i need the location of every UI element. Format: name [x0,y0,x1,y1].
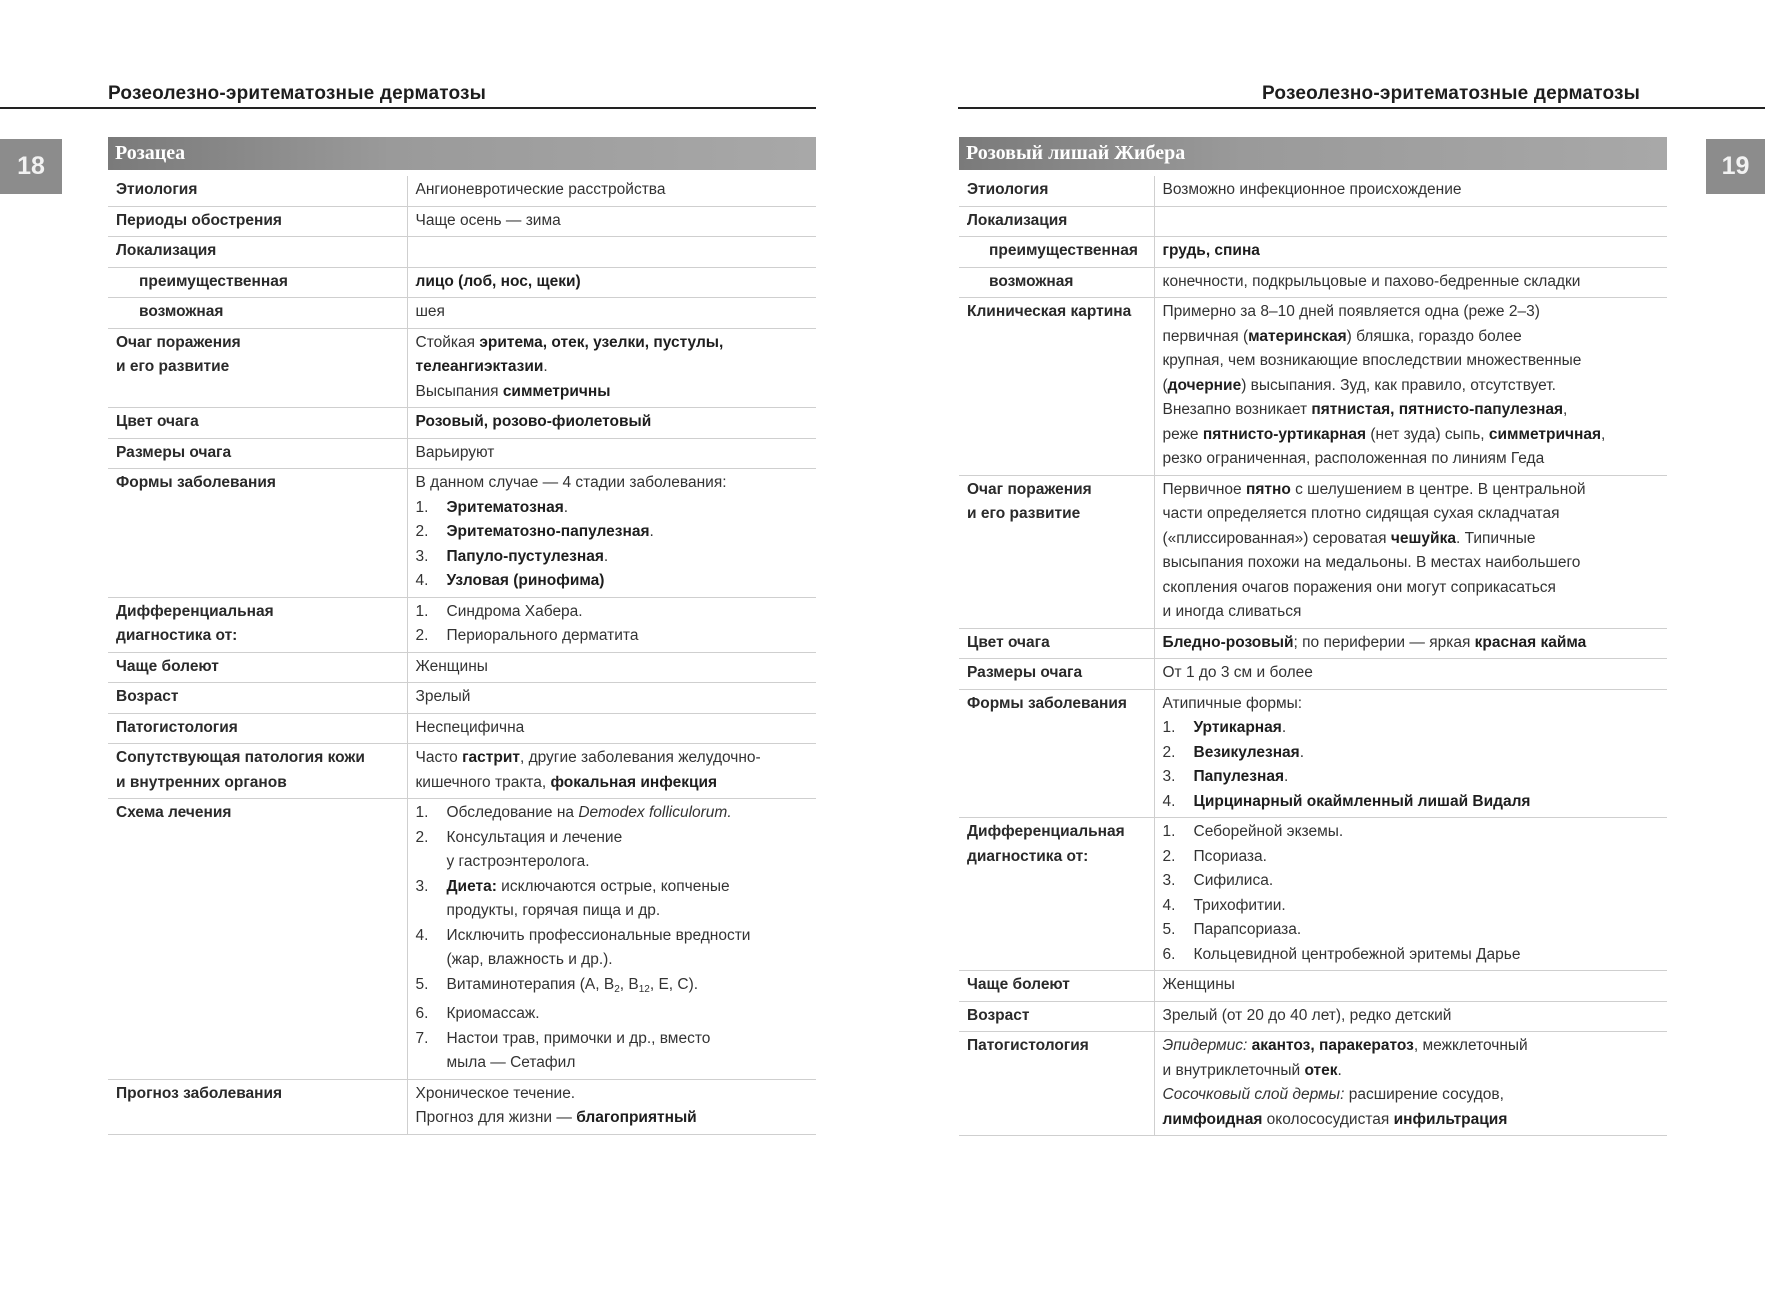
table-row [959,267,1667,298]
table-row [959,818,1667,971]
row-label: Возраст [959,1001,1154,1032]
row-value: Женщины [407,652,816,683]
page-number: 18 [0,139,62,194]
list-item: 4. Цирцинарный окаймленный лишай Видаля [1162,792,1531,810]
table-row [108,744,816,799]
list-item: 6. Кольцевидной центробежной эритемы Дарье [1162,945,1521,963]
row-value: шея [407,298,816,329]
row-label: Размеры очага [959,659,1154,690]
table-row [959,1032,1667,1136]
list-item: 3. Папуло-пустулезная. [415,547,609,565]
list-item: 4. Узловая (ринофима) [415,572,605,589]
table-row [108,328,816,408]
table-row [959,659,1667,690]
row-label: Прогноз заболевания [108,1079,407,1134]
list-item: 3. Сифилиса. [1162,872,1274,889]
row-label: Периоды обострения [108,206,407,237]
table-row [108,176,816,206]
table-row [108,206,816,237]
row-value: Зрелый (от 20 до 40 лет), редко детский [1154,1001,1667,1032]
table-row [108,298,816,329]
list-item: 2. Эритематозно-папулезная. [415,523,654,540]
row-value: конечности, подкрыльцовые и пахово-бедренные складки [1154,267,1667,298]
numbered-list [416,801,809,1076]
row-value: От 1 до 3 см и более [1154,659,1667,690]
table-row [108,683,816,714]
table-row [108,597,816,652]
row-label: Цвет очага [108,408,407,439]
section-title: Розовый лишай Жибера [959,137,1667,170]
row-value: Примерно за 8–10 дней появляется одна (реже 2–3) первичная (материнская) бляшка, гораздо более крупная, чем возникающие впоследствии множественные (дочерние) высыпания. Зуд, как правило, отсутствует. Внезапно возникает пятнистая, пятнисто-папулезная, реже пятнисто-уртикарная (нет зуда) сыпь, симметричная, резко ограниченная, расположенная по линиям Геда [1154,298,1667,476]
table-row [959,628,1667,659]
list-item: 4. Исключить профессиональные вредности (жар, влажность и др.). [415,926,751,968]
table-row [959,206,1667,237]
row-value: грудь, спина [1162,242,1260,259]
table-row [108,799,816,1080]
row-label: преимущественная [959,237,1154,268]
row-value: Стойкая эритема, отек, узелки, пустулы, телеангиэктазии. Высыпания симметричны [407,328,816,408]
row-value: Бледно-розовый; по периферии — яркая красная кайма [1154,628,1667,659]
row-value: Атипичные формы: 1. Уртикарная. 2. Везикулезная. 3. Папулезная. 4. Цирцинарный окаймленный лишай Видаля [1154,689,1667,818]
table-row [108,469,816,598]
row-value: Ангионевротические расстройства [407,176,816,206]
row-label: Этиология [108,176,407,206]
numbered-list [416,600,809,649]
list-item: 5. Витаминотерапия (А, $В_2$, $В_{12}$, Е, С). [415,975,699,995]
table-row [108,1079,816,1134]
list-item: 2. Консультация и лечение у гастроэнтеролога. [415,828,623,870]
row-label: Патогистология [959,1032,1154,1136]
page-number: 19 [1706,139,1765,194]
row-label: Возраст [108,683,407,714]
list-item: 3. Папулезная. [1162,768,1289,785]
list-item: 7. Настои трав, примочки и др., вместо мыла — Сетафил [415,1029,711,1071]
numbered-list [1163,716,1660,814]
row-label: Дифференциальная диагностика от: [959,818,1154,971]
row-label: Чаще болеют [959,971,1154,1002]
list-item: 1. Обследование на Demodex folliculorum. [415,804,732,821]
list-item: 2. Везикулезная. [1162,743,1305,761]
header-rule [0,107,816,109]
running-head: Розеолезно-эритематозные дерматозы [1262,83,1641,104]
row-label: Локализация [959,206,1154,237]
row-label: возможная [959,267,1154,298]
list-item: 4. Трихофитии. [1162,896,1286,914]
table-row [108,438,816,469]
row-label: Локализация [108,237,407,268]
list-item: 1. Уртикарная. [1162,719,1287,736]
row-label: Дифференциальная диагностика от: [108,597,407,652]
list-item: 1. Эритематозная. [415,498,569,516]
row-label: Формы заболевания [959,689,1154,818]
info-table [959,176,1667,1136]
row-value: Варьируют [407,438,816,469]
table-row [108,408,816,439]
table-row [959,237,1667,268]
row-label: Очаг поражения и его развитие [108,328,407,408]
list-item: 3. Диета: исключаются острые, копченые продукты, горячая пища и др. [415,877,730,919]
row-value [407,597,816,652]
row-label: Сопутствующая патология кожи и внутренних органов [108,744,407,799]
row-label: Клиническая картина [959,298,1154,476]
row-value [407,799,816,1080]
row-value [1154,818,1667,971]
table-row [108,652,816,683]
numbered-list [416,496,809,594]
list-item: 5. Парапсориаза. [1162,921,1302,938]
row-label: Размеры очага [108,438,407,469]
section-title: Розацеа [108,137,816,170]
table-row [108,713,816,744]
left-page [0,0,882,1307]
row-label: возможная [108,298,407,329]
list-item: 1. Себорейной экземы. [1162,823,1344,840]
row-label: Формы заболевания [108,469,407,598]
table-row [959,971,1667,1002]
right-page [882,0,1765,1307]
table-row [959,176,1667,206]
list-item: 2. Периорального дерматита [415,627,639,644]
row-label: Чаще болеют [108,652,407,683]
row-value: Женщины [1154,971,1667,1002]
table-row [108,237,816,268]
row-label: Схема лечения [108,799,407,1080]
row-label: преимущественная [108,267,407,298]
row-value: Возможно инфекционное происхождение [1154,176,1667,206]
row-label: Цвет очага [959,628,1154,659]
row-value: Хроническое течение. Прогноз для жизни — благоприятный [407,1079,816,1134]
table-row [959,1001,1667,1032]
row-value: Часто гастрит, другие заболевания желудочно- кишечного тракта, фокальная инфекция [407,744,816,799]
row-value: В данном случае — 4 стадии заболевания: 1. Эритематозная. 2. Эритематозно-папулезная. 3. Папуло-пустулезная. 4. Узловая (ринофима) [407,469,816,598]
table-row [959,475,1667,628]
table-row [959,298,1667,476]
row-value: Первичное пятно с шелушением в центре. В центральной части определяется плотно сидящая сухая складчатая («плиссированная») сероватая чешуйка. Типичные высыпания похожи на медальоны. В местах наибольшего скопления очагов поражения они могут соприкасаться и иногда сливаться [1154,475,1667,628]
row-label: Патогистология [108,713,407,744]
row-label: Этиология [959,176,1154,206]
numbered-list [1163,820,1660,967]
list-item: 2. Псориаза. [1162,847,1267,865]
running-head: Розеолезно-эритематозные дерматозы [108,83,487,104]
row-value: Чаще осень — зима [407,206,816,237]
row-label: Очаг поражения и его развитие [959,475,1154,628]
row-value: Эпидермис: акантоз, паракератоз, межклеточный и внутриклеточный отек. Сосочковый слой дермы: расширение сосудов, лимфоидная околососудистая инфильтрация [1154,1032,1667,1136]
row-value: Зрелый [407,683,816,714]
row-value: лицо (лоб, нос, щеки) [415,272,581,290]
header-rule [958,107,1765,109]
row-value: Розовый, розово-фиолетовый [415,413,652,430]
table-row [108,267,816,298]
list-item: 6. Криомассаж. [415,1005,540,1022]
info-table [108,176,816,1135]
table-row [959,689,1667,818]
row-value: Неспецифична [407,713,816,744]
list-item: 1. Синдрома Хабера. [415,602,583,620]
